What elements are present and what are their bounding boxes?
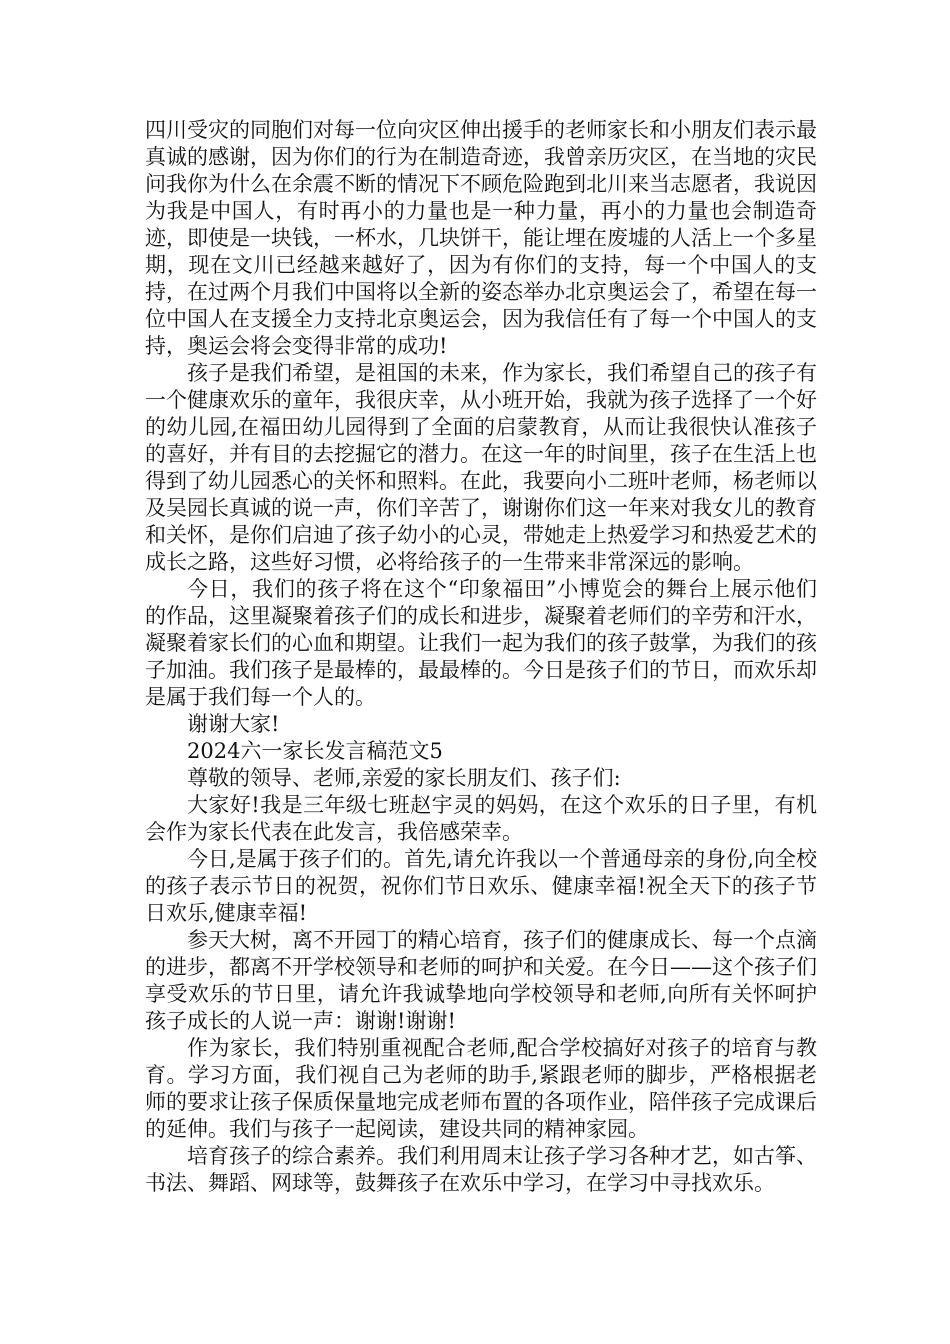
document-page xyxy=(145,117,817,1197)
section-heading: 2024六一家长发言稿范文5 xyxy=(187,739,443,763)
paragraph: 今日,是属于孩子们的。首先,请允许我以一个普通母亲的身份,向全校的孩子表示节日的祝贺，祝你们节日欢乐、健康幸福!祝全天下的孩子节日欢乐,健康幸福! xyxy=(145,847,817,925)
paragraph: 大家好!我是三年级七班赵宇灵的妈妈，在这个欢乐的日子里，有机会作为家长代表在此发言，我倍感荣幸。 xyxy=(145,793,817,844)
paragraph: 今日，我们的孩子将在这个“印象福田”小博览会的舞台上展示他们的作品，这里凝聚着孩子们的成长和进步，凝聚着老师们的辛劳和汗水，凝聚着家长们的心血和期望。让我们一起为我们的孩子鼓掌，为我们的孩子加油。我们孩子是最棒的，最最棒的。今日是孩子们的节日，而欢乐却是属于我们每一个人的。 xyxy=(145,577,817,709)
paragraph: 作为家长，我们特别重视配合老师,配合学校搞好对孩子的培育与教育。学习方面，我们视自己为老师的助手,紧跟老师的脚步，严格根据老师的要求让孩子保质保量地完成老师布置的各项作业，陪伴孩子完成课后的延伸。我们与孩子一起阅读，建设共同的精神家园。 xyxy=(145,1036,817,1141)
salutation: 尊敬的领导、老师,亲爱的家长朋友们、孩子们: xyxy=(187,766,621,790)
paragraph: 参天大树，离不开园丁的精心培育，孩子们的健康成长、每一个点滴的进步，都离不开学校领导和老师的呵护和关爱。在今日——这个孩子们享受欢乐的节日里，请允许我诚挚地向学校领导和老师,向所有关怀呵护孩子成长的人说一声：谢谢!谢谢! xyxy=(145,928,817,1033)
paragraph-continuation: 四川受灾的同胞们对每一位向灾区伸出援手的老师家长和小朋友们表示最真诚的感谢，因为你们的行为在制造奇迹，我曾亲历灾区，在当地的灾民问我你为什么在余震不断的情况下不顾危险跑到北川来当志愿者，我说因为我是中国人，有时再小的力量也是一种力量，再小的力量也会制造奇迹，即使是一块钱，一杯水，几块饼干，能让埋在废墟的人活上一个多星期，现在文川已经越来越好了，因为有你们的支持，每一个中国人的支持，在过两个月我们中国将以全新的姿态举办北京奥运会了，希望在每一位中国人在支援全力支持北京奥运会，因为我信任有了每一个中国人的支持，奥运会将会变得非常的成功! xyxy=(145,118,817,358)
paragraph: 培育孩子的综合素养。我们利用周末让孩子学习各种才艺，如古筝、书法、舞蹈、网球等，鼓舞孩子在欢乐中学习，在学习中寻找欢乐。 xyxy=(145,1144,817,1195)
closing-line: 谢谢大家! xyxy=(187,712,280,736)
paragraph: 孩子是我们希望，是祖国的未来，作为家长，我们希望自己的孩子有一个健康欢乐的童年，我很庆幸，从小班开始，我就为孩子选择了一个好的幼儿园,在福田幼儿园得到了全面的启蒙教育，从而让我很快认准孩子的喜好，并有目的去挖掘它的潜力。在这一年的时间里，孩子在生活上也得到了幼儿园悉心的关怀和照料。在此，我要向小二班叶老师，杨老师以及吴园长真诚的说一声，你们辛苦了，谢谢你们这一年来对我女儿的教育和关怀，是你们启迪了孩子幼小的心灵，带她走上热爱学习和热爱艺术的成长之路，这些好习惯，必将给孩子的一生带来非常深远的影响。 xyxy=(145,361,817,574)
